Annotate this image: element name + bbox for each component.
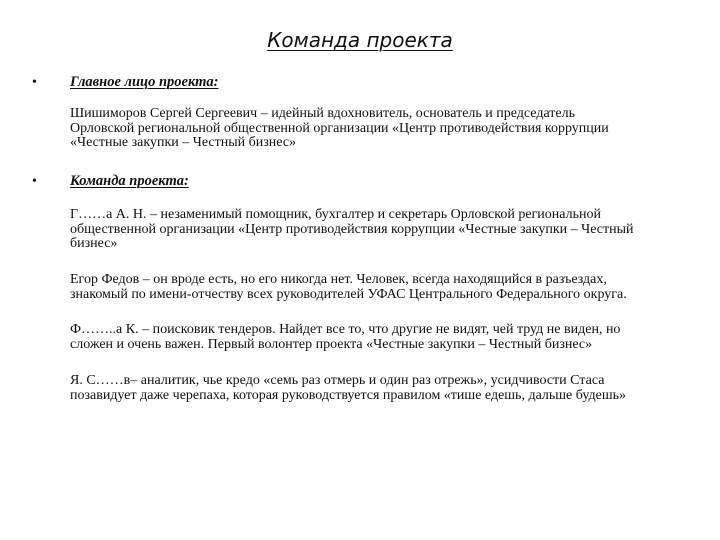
text-line: Я. С……в– аналитик, чье кредо «семь раз отмерь и один раз отрежь», усидчивости Стаса [70,373,605,388]
bullet-2: • [32,174,37,189]
text-line: Ф……..а К. – поисковик тендеров. Найдет все то, что другие не видят, чей труд не виден, но [70,322,621,337]
team-member-paragraph [70,273,695,302]
bullet-1: • [32,75,37,90]
team-member-paragraph [70,374,695,403]
team-member-paragraph [70,323,695,352]
text-line: Егор Федов – он вроде есть, но его никогда нет. Человек, всегда находящийся в разъездах, [70,272,607,287]
slide-title: Команда проекта [267,28,453,52]
text-line: сложен и очень важен. Первый волонтер проекта «Честные закупки – Честный бизнес» [70,336,593,352]
text-line: знакомый по имени-отчеству всех руководителей УФАС Центрального Федерального округа. [70,286,627,302]
team-heading: Команда проекта: [70,173,189,189]
text-line: Орловской региональной общественной организации «Центр противодействия коррупции [70,120,609,136]
text-line: Г……а А. Н. – незаменимый помощник, бухгалтер и секретарь Орловской региональной [70,207,601,222]
text-line: бизнес» [70,236,118,251]
text-line: позавидует даже черепаха, которая руководствуется правилом «тише едешь, дальше будешь» [70,387,626,403]
main-person-heading: Главное лицо проекта: [70,74,219,90]
text-line: общественной организации «Центр противодействия коррупции «Честные закупки – Честный [70,221,634,237]
team-member-paragraph [70,208,695,252]
main-person-paragraph [70,107,695,151]
text-line: «Честные закупки – Честный бизнес» [70,135,297,150]
text-line: Шишиморов Сергей Сергеевич – идейный вдохновитель, основатель и председатель [70,106,576,121]
